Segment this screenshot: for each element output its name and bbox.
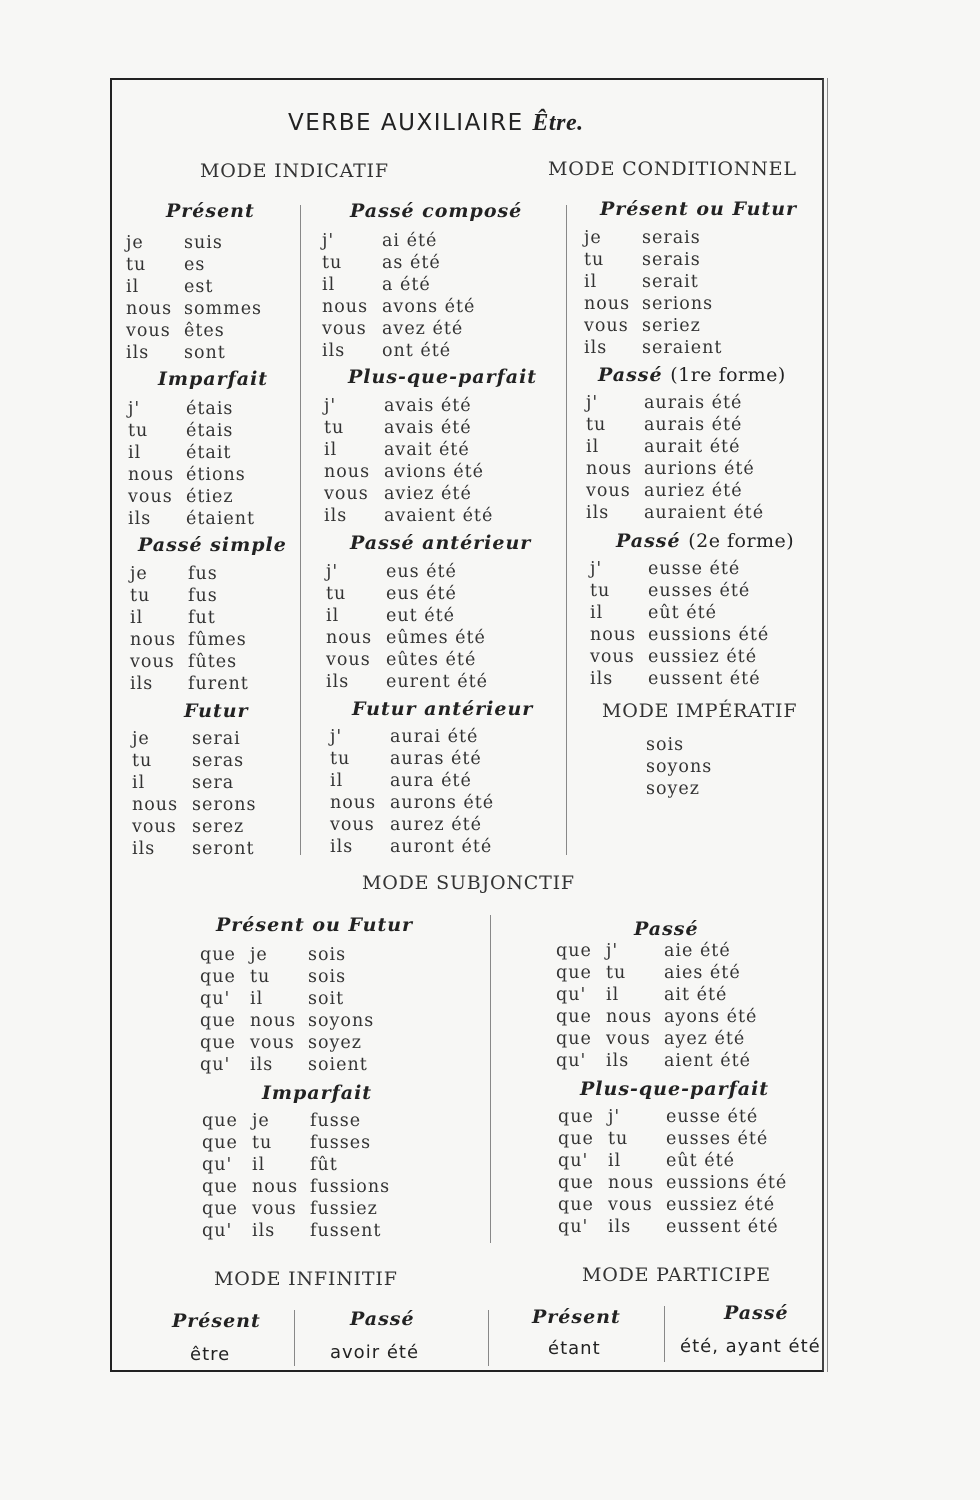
conj-row: nous étions	[128, 465, 246, 485]
conj-row: nous aurions été	[586, 459, 755, 479]
conj-row: ils ont été	[322, 341, 452, 361]
tense-cond-passe2: Passé (2e forme)	[616, 530, 795, 552]
conj-row: ils sont	[126, 343, 226, 363]
conj-row: tu es	[126, 255, 206, 275]
conj-row: vous avez été	[322, 319, 464, 339]
rows-ind-imparfait	[128, 398, 255, 530]
conj-row: vous eûtes été	[326, 650, 477, 670]
conj-row: que j' eusse été	[558, 1107, 759, 1127]
conj-row: vous eussiez été	[590, 647, 758, 667]
mode-imperatif-heading: MODE IMPÉRATIF	[602, 700, 798, 722]
conj-row: il aura été	[330, 771, 472, 791]
divider-subjonctif	[490, 915, 491, 1243]
conj-row: nous sommes	[126, 299, 263, 319]
conj-row: qu' ils aient été	[556, 1051, 751, 1071]
mode-infinitif-heading: MODE INFINITIF	[214, 1268, 398, 1290]
imperatif-item: soyez	[646, 779, 700, 799]
conj-row: tu as été	[322, 253, 441, 273]
conj-row: je fus	[130, 564, 218, 584]
participe-present-label: Présent	[532, 1306, 621, 1328]
mode-indicatif-heading: MODE INDICATIF	[200, 160, 389, 182]
divider-indicatif	[300, 205, 301, 855]
infinitif-present: être	[190, 1344, 231, 1365]
conj-row: que j' aie été	[556, 941, 731, 961]
conj-row: ils furent	[130, 674, 249, 694]
conj-row: vous serez	[132, 817, 245, 837]
conj-row: j' étais	[128, 399, 234, 419]
conj-row: je serai	[132, 729, 241, 749]
conj-row: qu' ils eussent été	[558, 1217, 779, 1237]
conj-row: vous auriez été	[586, 481, 743, 501]
tense-subj-imparfait: Imparfait	[262, 1082, 373, 1104]
conj-row: tu serais	[584, 250, 701, 270]
conj-row: il eût été	[590, 603, 717, 623]
conj-row: tu seras	[132, 751, 245, 771]
conj-row: il a été	[322, 275, 431, 295]
divider-participe	[664, 1306, 665, 1362]
conj-row: je suis	[126, 233, 223, 253]
conj-row: que nous eussions été	[558, 1173, 788, 1193]
conj-row: qu' il ait été	[556, 985, 728, 1005]
conj-row: vous aviez été	[324, 484, 472, 504]
conj-row: nous serons	[132, 795, 257, 815]
title-verb: Être.	[532, 110, 584, 136]
infinitif-passe: avoir été	[330, 1342, 420, 1363]
conj-row: que nous ayons été	[556, 1007, 758, 1027]
conj-row: nous aurons été	[330, 793, 495, 813]
conj-row: j' avais été	[324, 396, 472, 416]
title-main: VERBE AUXILIAIRE	[288, 110, 524, 136]
conj-row: que tu fusses	[202, 1133, 372, 1153]
participe-passe: été, ayant été	[680, 1336, 821, 1357]
conj-row: qu' ils soient	[200, 1055, 368, 1075]
tense-plus-que-parfait: Plus-que-parfait	[348, 366, 538, 388]
rows-ind-futur-anterieur	[330, 726, 494, 858]
tense-present: Présent	[166, 200, 255, 222]
conj-row: vous aurez été	[330, 815, 482, 835]
conj-row: qu' il fût	[202, 1155, 338, 1175]
tense-cond-present: Présent ou Futur	[600, 198, 798, 220]
conj-row: ils auraient été	[586, 503, 765, 523]
rows-subj-plus-que-parfait	[558, 1106, 787, 1238]
conj-row: j' eusse été	[590, 559, 741, 579]
conj-row: que je sois	[200, 945, 347, 965]
rows-ind-plus-que-parfait	[324, 395, 493, 527]
mode-participe-heading: MODE PARTICIPE	[582, 1264, 771, 1286]
conj-row: que tu aies été	[556, 963, 741, 983]
conj-row: il était	[128, 443, 232, 463]
tense-subj-plus-que-parfait: Plus-que-parfait	[580, 1078, 770, 1100]
tense-futur: Futur	[184, 700, 249, 722]
conj-row: tu étais	[128, 421, 234, 441]
conj-row: il est	[126, 277, 214, 297]
infinitif-passe-label: Passé	[350, 1308, 415, 1330]
rows-cond-passe1	[586, 392, 764, 524]
participe-present: étant	[548, 1338, 601, 1359]
conj-row: vous seriez	[584, 316, 701, 336]
conj-row: ils auront été	[330, 837, 493, 857]
conj-row: tu fus	[130, 586, 218, 606]
conj-row: ils avaient été	[324, 506, 494, 526]
conj-row: que vous eussiez été	[558, 1195, 776, 1215]
conj-row: que tu sois	[200, 967, 347, 987]
conj-row: qu' il soit	[200, 989, 345, 1009]
conj-row: ils eurent été	[326, 672, 488, 692]
conj-row: j' aurais été	[586, 393, 743, 413]
conj-row: ils seraient	[584, 338, 723, 358]
imperatif-list	[646, 734, 712, 800]
conj-row: ils eussent été	[590, 669, 761, 689]
rows-cond-present	[584, 227, 722, 359]
participe-passe-label: Passé	[724, 1302, 789, 1324]
rows-ind-present	[126, 232, 262, 364]
conj-row: vous fûtes	[130, 652, 238, 672]
mode-conditionnel-heading: MODE CONDITIONNEL	[548, 158, 797, 180]
tense-cond-passe1: Passé (1re forme)	[598, 364, 786, 386]
conj-row: tu eusses été	[590, 581, 751, 601]
rows-subj-passe	[556, 940, 757, 1072]
conj-row: vous étiez	[128, 487, 234, 507]
rows-ind-passe-simple	[130, 563, 249, 695]
conj-row: il avait été	[324, 440, 470, 460]
divider-center	[488, 1310, 489, 1366]
tense-passe-compose: Passé composé	[350, 200, 523, 222]
conj-row: il serait	[584, 272, 699, 292]
conj-row: j' ai été	[322, 231, 438, 251]
conj-row: tu avais été	[324, 418, 472, 438]
conj-row: que vous soyez	[200, 1033, 362, 1053]
mode-subjonctif-heading: MODE SUBJONCTIF	[362, 872, 575, 894]
tense-passe-anterieur: Passé antérieur	[350, 532, 532, 554]
rows-ind-passe-compose	[322, 230, 475, 362]
conj-row: ils étaient	[128, 509, 256, 529]
conj-row: tu eus été	[326, 584, 457, 604]
conj-row: que nous soyons	[200, 1011, 375, 1031]
conj-row: ils seront	[132, 839, 255, 859]
conj-row: il fut	[130, 608, 216, 628]
conj-row: que nous fussions	[202, 1177, 391, 1197]
rows-cond-passe2	[590, 558, 769, 690]
conj-row: tu aurais été	[586, 415, 743, 435]
rows-subj-imparfait	[202, 1110, 390, 1242]
rows-subj-present	[200, 944, 374, 1076]
conj-row: j' aurai été	[330, 727, 479, 747]
rows-ind-futur	[132, 728, 257, 860]
tense-passe-simple: Passé simple	[138, 534, 287, 556]
divider-infinitif	[294, 1310, 295, 1366]
conj-row: nous serions	[584, 294, 714, 314]
conj-row: nous avions été	[324, 462, 485, 482]
infinitif-present-label: Présent	[172, 1310, 261, 1332]
conj-row: qu' il eût été	[558, 1151, 735, 1171]
imperatif-item: sois	[646, 735, 685, 755]
conj-row: il eut été	[326, 606, 455, 626]
conj-row: que vous ayez été	[556, 1029, 746, 1049]
conj-row: que tu eusses été	[558, 1129, 769, 1149]
conj-row: tu auras été	[330, 749, 482, 769]
conj-row: vous êtes	[126, 321, 225, 341]
conj-row: que je fusse	[202, 1111, 362, 1131]
tense-imparfait: Imparfait	[158, 368, 269, 390]
divider-conditionnel	[566, 205, 567, 855]
conj-row: nous eussions été	[590, 625, 770, 645]
tense-futur-anterieur: Futur antérieur	[352, 698, 534, 720]
page-title	[288, 110, 584, 137]
imperatif-item: soyons	[646, 757, 713, 777]
conj-row: qu' ils fussent	[202, 1221, 382, 1241]
conj-row: nous avons été	[322, 297, 476, 317]
conj-row: que vous fussiez	[202, 1199, 378, 1219]
conj-row: nous eûmes été	[326, 628, 486, 648]
tense-subj-passe: Passé	[634, 918, 699, 940]
conj-row: nous fûmes	[130, 630, 247, 650]
rows-ind-passe-anterieur	[326, 561, 488, 693]
tense-subj-present: Présent ou Futur	[216, 914, 414, 936]
conj-row: j' eus été	[326, 562, 457, 582]
conj-row: il sera	[132, 773, 235, 793]
conj-row: il aurait été	[586, 437, 741, 457]
conj-row: je serais	[584, 228, 701, 248]
